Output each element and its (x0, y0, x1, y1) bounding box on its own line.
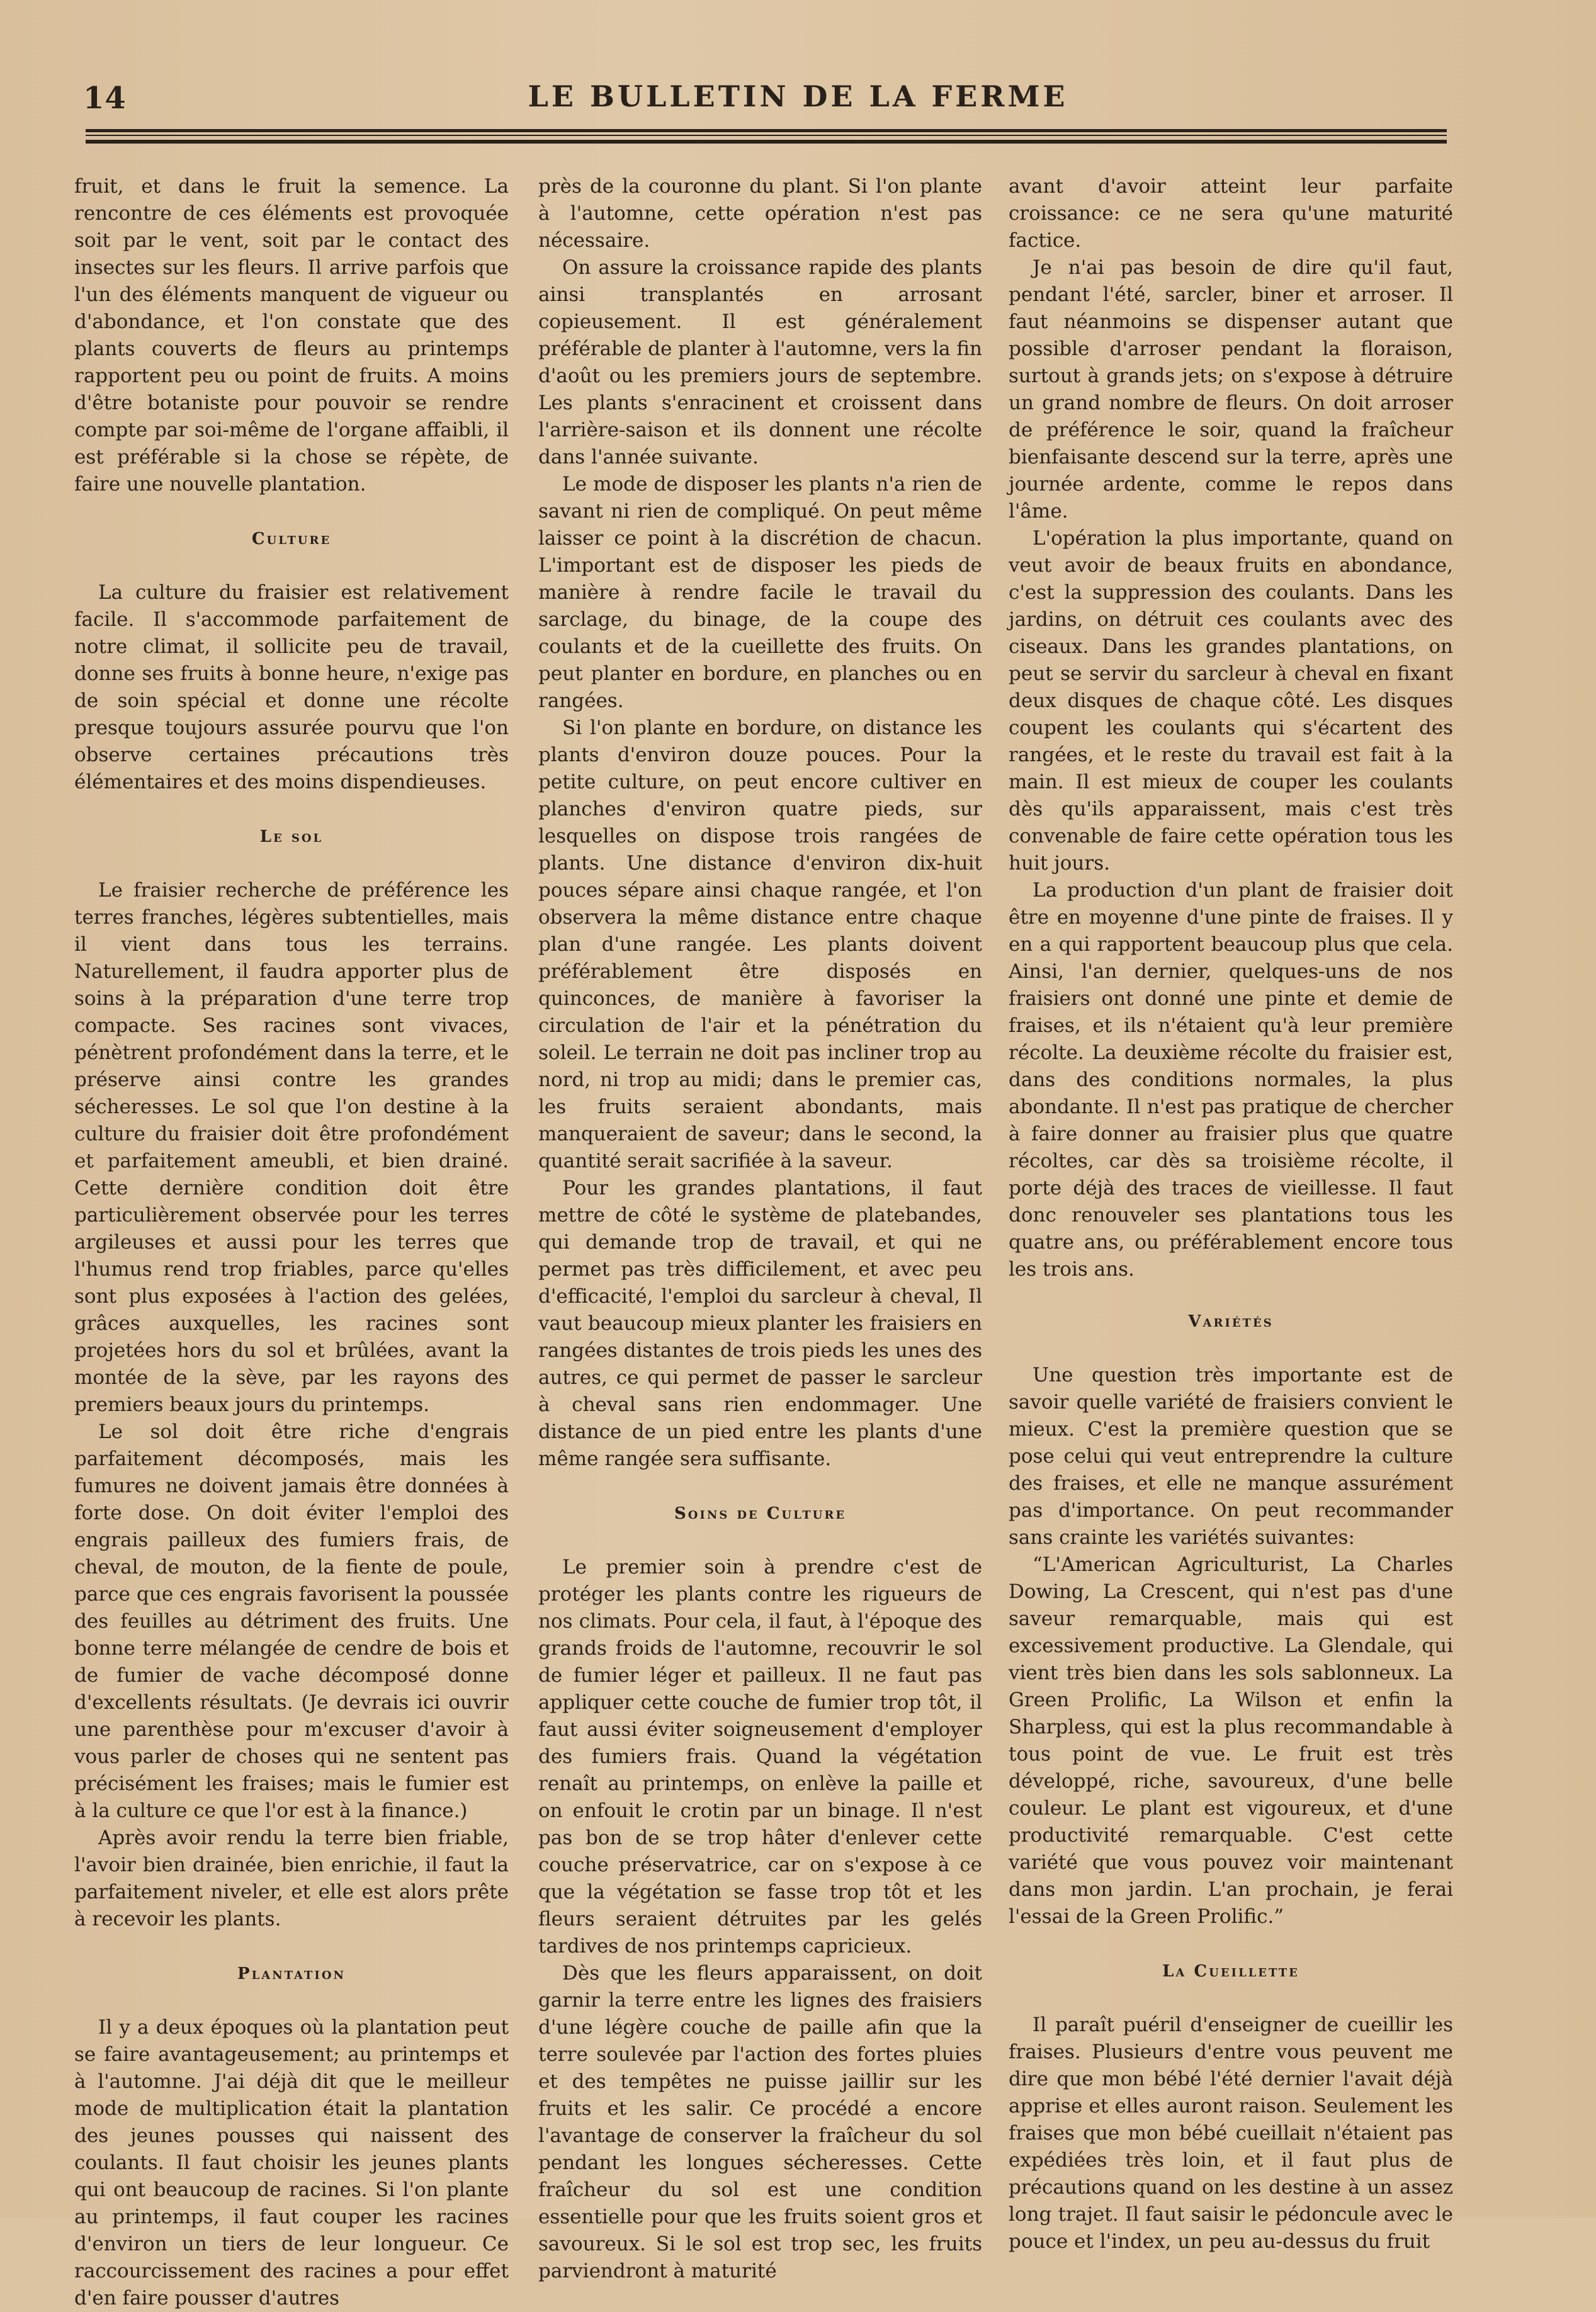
section-heading-culture: Culture (251, 530, 332, 548)
paragraph: Le mode de disposer les plants n'a rien de savant ni rien de compliqué. On peut même laisser ce point à la discrétion de chacun. L'important est de disposer les pieds de manière à rendre facile le travail du sarclage, du binage, de la coupe des coulants et de la cueillette des fruits. On peut planter en bordure, en planches ou en rangées. (538, 473, 982, 712)
paragraph: avant d'avoir atteint leur parfaite croissance: ce ne sera qu'une maturité factice. (1009, 175, 1453, 252)
page-header (0, 0, 1596, 157)
paragraph: Pour les grandes plantations, il faut mettre de côté le système de platebandes, qui demande trop de travail, et qui ne permet pas très difficilement, et avec peu d'efficacité, l'emploi du sarcleur à cheval, Il vaut beaucoup mieux planter les fraisiers en rangées distantes de trois pieds les unes des autres, ce qui permet de passer le sarcleur à cheval sans rien endommager. Une distance de un pied entre les plants d'une même rangée sera suffisante. (538, 1177, 982, 1470)
paragraph: Le fraisier recherche de préférence les terres franches, légères subtentielles, mais il vient dans tous les terrains. Naturellement, il faudra apporter plus de soins à la préparation d'une terre trop compacte. Ses racines sont vivaces, pénètrent profondément dans la terre, et le préserve ainsi contre les grandes sécheresses. Le sol que l'on destine à la culture du fraisier doit être profondément et parfaitement ameubli, et bien drainé. Cette dernière condition doit être particulièrement observée pour les terres argileuses et aussi pour les terres que l'humus rend trop friables, parce qu'elles sont plus exposées à l'action des gelées, grâces auxquelles, les racines sont projetées hors du sol et brûlées, avant la montée de la sève, par les rayons des premiers beaux jours du printemps. (74, 879, 509, 1416)
section-heading-soins-de-culture: Soins de Culture (674, 1504, 847, 1523)
paragraph: Il paraît puéril d'enseigner de cueillir les fraises. Plusieurs d'entre vous peuvent me dire que mon bébé l'été dernier l'avait déjà apprise et elles auront raison. Seulement les fraises que mon bébé cueillait n'étaient pas expédiées très loin, et il faut plus de précautions quand on les destine à un assez long trajet. Il faut saisir le pédoncule avec le pouce et l'index, un peu au-dessus du fruit (1009, 2014, 1453, 2253)
header-rule (86, 135, 1447, 136)
paragraph: Après avoir rendu la terre bien friable, l'avoir bien drainée, bien enrichie, il faut la parfaitement niveler, et elle est alors prête à recevoir les plants. (74, 1827, 509, 1930)
column-1 (74, 173, 509, 2312)
paragraph: La culture du fraisier est relativement facile. Il s'accommode parfaitement de notre climat, il sollicite peu de travail, donne ses fruits à bonne heure, n'exige pas de soin spécial et donne une récolte presque toujours assurée pourvu que l'on observe certaines précautions très élémentaires et des moins dispendieuses. (74, 581, 509, 793)
running-title: LE BULLETIN DE LA FERME (528, 79, 1068, 113)
paragraph: Je n'ai pas besoin de dire qu'il faut, pendant l'été, sarcler, biner et arroser. Il faut néanmoins se dispenser autant que possible d'arroser pendant la floraison, surtout à grands jets; on s'expose à détruire un grand nombre de fleurs. On doit arroser de préférence le soir, quand la fraîcheur bienfaisante descend sur la terre, après une journée ardente, comme le repos dans l'âme. (1009, 256, 1453, 523)
header-rule (86, 129, 1447, 132)
paragraph: Dès que les fleurs apparaissent, on doit garnir la terre entre les lignes des fraisiers d'une légère couche de paille afin que la terre soulevée par l'action des fortes pluies et des tempêtes ne puisse jaillir sur les fruits et les salir. Ce procédé a encore l'avantage de conserver la fraîcheur du sol pendant les longues sécheresses. Cette fraîcheur du sol est une condition essentielle pour que les fruits soient gros et savoureux. Si le sol est trop sec, les fruits parviendront à maturité (538, 1962, 982, 2282)
section-heading-la-cueillette: La Cueillette (1162, 1962, 1299, 1981)
paragraph: Une question très importante est de savoir quelle variété de fraisiers convient le mieux. C'est la première question que se pose celui qui veut entreprendre la culture des fraises, et elle ne manque assurément pas d'importance. On peut recommander sans crainte les variétés suivantes: (1009, 1364, 1453, 1549)
paragraph: Il y a deux époques où la plantation peut se faire avantageusement; au printemps et à l'automne. J'ai déjà dit que le meilleur mode de multiplication était la plantation des jeunes pousses qui naissent des coulants. Il faut choisir les jeunes plants qui ont beaucoup de racines. Si l'on plante au printemps, il faut couper les racines d'environ un tiers de leur longueur. Ce raccourcissement des racines a pour effet d'en faire pousser d'autres (74, 2016, 509, 2309)
paragraph: Le premier soin à prendre c'est de protéger les plants contre les rigueurs de nos climats. Pour cela, il faut, à l'époque des grands froids de l'automne, recouvrir le sol de fumier léger et pailleux. Il ne faut pas appliquer cette couche de fumier trop tôt, il faut aussi éviter soigneusement d'employer des fumiers frais. Quand la végétation renaît au printemps, on enlève la paille et on enfouit le crotin par un binage. Il n'est pas bon de se trop hâter d'enlever cette couche préservatrice, car on s'expose à ce que la végétation se fasse trop tôt et les fleurs seraient détruites par les gelés tardives de nos printemps capricieux. (538, 1556, 982, 1958)
column-2 (538, 173, 982, 2285)
paragraph: On assure la croissance rapide des plants ainsi transplantés en arrosant copieusement. Il est généralement préférable de planter à l'automne, vers la fin d'août ou les premiers jours de septembre. Les plants s'enracinent et croissent dans l'arrière-saison et ils donnent une récolte dans l'année suivante. (538, 256, 982, 468)
paragraph: L'opération la plus importante, quand on veut avoir de beaux fruits en abondance, c'est la suppression des coulants. Dans les jardins, on détruit ces coulants avec des ciseaux. Dans les grandes plantations, on peut se servir du sarcleur à cheval en fixant deux disques de chaque côté. Les disques coupent les coulants qui s'écartent des rangées, et le reste du travail est fait à la main. Il est mieux de couper les coulants dès qu'ils apparaissent, mais c'est très convenable de faire cette opération tous les huit jours. (1009, 527, 1453, 875)
paragraph: Le sol doit être riche d'engrais parfaitement décomposés, mais les fumures ne doivent jamais être données à forte dose. On doit éviter l'emploi des engrais pailleux des fumiers frais, de cheval, de mouton, de la fiente de poule, parce que ces engrais favorisent la poussée des feuilles au détriment des fruits. Une bonne terre mélangée de cendre de bois et de fumier de vache décomposé donne d'excellents résultats. (Je devrais ici ouvrir une parenthèse pour m'excuser d'avoir à vous parler de choses qui ne sentent pas précisément les fraises; mais le fumier est à la culture ce que l'or est à la finance.) (74, 1420, 509, 1822)
header-rule (86, 140, 1447, 144)
paragraph: La production d'un plant de fraisier doit être en moyenne d'une pinte de fraises. Il y en a qui rapportent beaucoup plus que cela. Ainsi, l'an dernier, quelques-uns de nos fraisiers ont donné une pinte et demie de fraises, et ils n'étaient qu'à leur première récolte. La deuxième récolte du fraisier est, dans des conditions normales, la plus abondante. Il n'est pas pratique de chercher à faire donner au fraisier plus que quatre récoltes, car dès sa troisième récolte, il porte déjà des traces de vieillesse. Il faut donc renouveler ses plantations tous les quatre ans, ou préférablement encore tous les trois ans. (1009, 879, 1453, 1281)
page-number: 14 (83, 81, 127, 116)
paragraph: Si l'on plante en bordure, on distance les plants d'environ douze pouces. Pour la petite culture, on peut encore cultiver en planches d'environ quatre pieds, sur lesquelles on dispose trois rangées de plants. Une distance d'environ dix-huit pouces sépare ainsi chaque rangée, et l'on observera la même distance entre chaque plan d'une rangée. Les plants doivent préférablement être disposés en quinconces, de manière à favoriser la circulation de l'air et la pénétration du soleil. Le terrain ne doit pas incliner trop au nord, ni trop au midi; dans le premier cas, les fruits seraient abondants, mais manqueraient de saveur; dans le second, la quantité serait sacrifiée à la saveur. (538, 717, 982, 1172)
section-heading-varietes: Variétés (1188, 1312, 1274, 1331)
paragraph: fruit, et dans le fruit la semence. La rencontre de ces éléments est provoquée soit par le vent, soit par le contact des insectes sur les fleurs. Il arrive parfois que l'un des éléments manquent de vigueur ou d'abondance, et l'on constate que des plants couverts de fleurs au printemps rapportent peu ou point de fruits. A moins d'être botaniste pour pouvoir se rendre compte par soi-même de l'organe affaibli, il est préférable si la chose se répète, de faire une nouvelle plantation. (74, 175, 509, 496)
section-heading-le-sol: Le sol (259, 827, 324, 846)
paragraph: près de la couronne du plant. Si l'on plante à l'automne, cette opération n'est pas nécessaire. (538, 175, 982, 252)
section-heading-plantation: Plantation (237, 1964, 346, 1983)
column-3 (1009, 173, 1453, 2255)
quoted-paragraph: “L'American Agriculturist, La Charles Dowing, La Crescent, qui n'est pas d'une saveur remarquable, mais qui est excessivement productive. La Glendale, qui vient très bien dans les sols sablonneux. La Green Prolific, La Wilson et enfin la Sharpless, qui est la plus recommandable à tous point de vue. Le fruit est très développé, riche, savoureux, d'une belle couleur. Le plant est vigoureux, et d'une productivité remarquable. C'est cette variété que vous pouvez voir maintenant dans mon jardin. L'an prochain, je ferai l'essai de la Green Prolific.” (1009, 1553, 1453, 1928)
